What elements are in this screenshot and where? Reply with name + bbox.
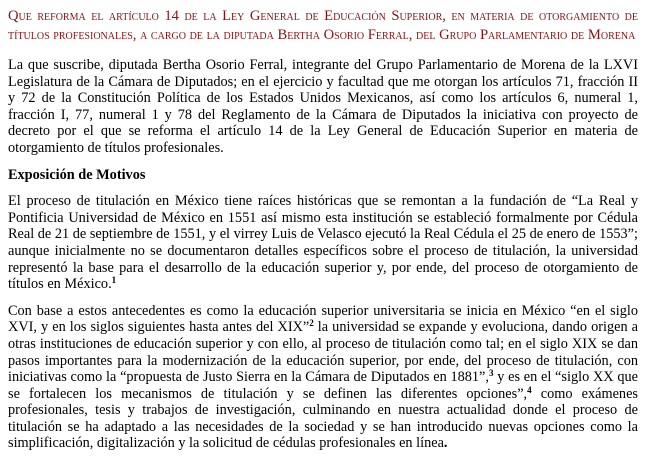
document — [8, 7, 638, 462]
footnote-ref-1: 1 — [111, 275, 117, 286]
history-paragraph — [8, 193, 638, 293]
background-text-1: Con base a estos antecedentes es como la educación superior universitaria se inicia en México “en el siglo XVI, y en los siglos siguientes hasta antes del XIX” — [8, 302, 638, 336]
paragraph-end-mark: . — [443, 435, 448, 452]
background-text-3: y es en el “siglo XX que se fortalecen los mecanismos de titulación y se definen las diferentes opciones”, — [8, 369, 638, 402]
footnote-ref-4: 4 — [527, 384, 532, 395]
footnote-ref-3: 3 — [488, 368, 494, 379]
history-paragraph-text: El proceso de titulación en México tiene raíces históricas que se remontan a la fundación de “La Real y Pontificia Universidad de México en 1551 así mismo esta institución se estableció formalmente por Cédula Real de 21 de septiembre de 1551, y el virrey Luis de Velasco ejecutó la Real Cédula el 25 de enero de 1553”; aunque inicialmente no se documentaron detalles específicos sobre el proceso de titulación, la universidad representó la base para el desarrollo de la educación superior y, por ende, del proceso de otorgamiento de títulos en México. — [8, 193, 638, 293]
document-title: Que reforma el artículo 14 de la Ley General de Educación Superior, en materia de otorgamiento de títulos profesionales, a cargo de la diputada Bertha Osorio Ferral, del Grupo Parlamentario de Morena — [8, 8, 638, 43]
section-heading: Exposición de Motivos — [8, 166, 146, 183]
background-text-4: como exámenes profesionales, tesis y trabajos de investigación, culminando en nuestra actualidad donde el proceso de titulación se ha adaptado a las necesidades de la sociedad y se han introducido nuevas opciones como la simplificación, digitalización y la solicitud de cédulas profesionales en línea — [8, 385, 638, 452]
background-text-2: la universidad se expande y evoluciona, dando origen a otras instituciones de educación superior y con ello, al proceso de titulación como tal; en el siglo XIX se dan pasos importantes para la modernización de la educación superior, por ende, del proceso de titulación, con iniciativas como la “propuesta de Justo Sierra en la Cámara de Diputados en 1881”, — [8, 319, 638, 386]
background-paragraph — [8, 303, 638, 452]
footnote-ref-2: 2 — [309, 318, 314, 329]
intro-paragraph: La que suscribe, diputada Bertha Osorio Ferral, integrante del Grupo Parlamentario de Morena de la LXVI Legislatura de la Cámara de Diputados; en el ejercicio y facultad que me otorgan los artículos 71, fracción II y 72 de la Constitución Política de los Estados Unidos Mexicanos, así como los artículos 6, numeral 1, fracción I, 77, numeral 1 y 78 del Reglamento de la Cámara de Diputados la iniciativa con proyecto de decreto por el que se reforma el artículo 14 de la Ley General de Educación Superior en materia de otorgamiento de títulos profesionales. — [8, 57, 638, 156]
